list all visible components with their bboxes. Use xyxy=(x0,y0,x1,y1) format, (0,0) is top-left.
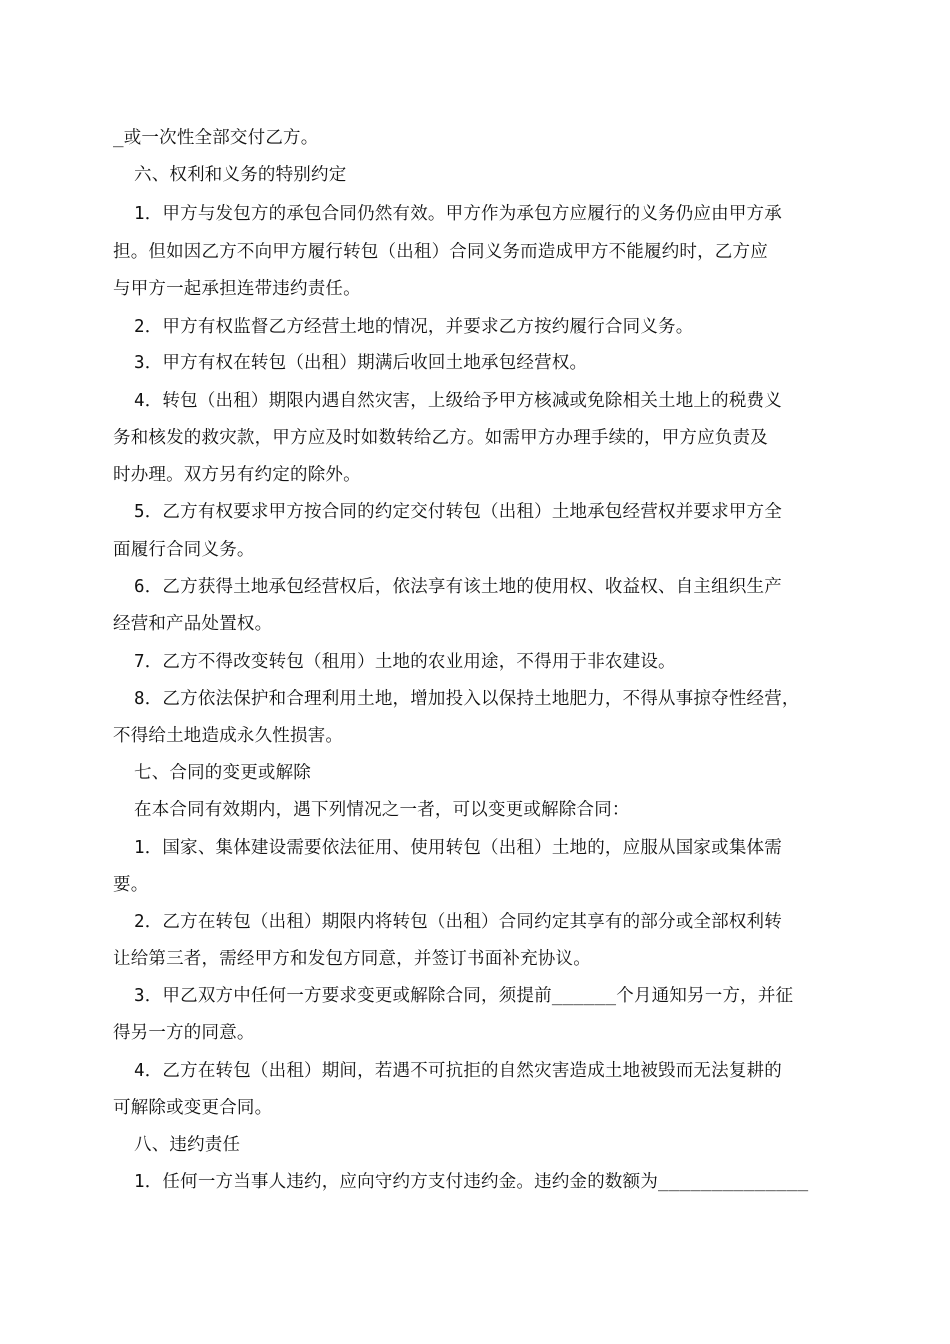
paragraph-line: 6．乙方获得土地承包经营权后，依法享有该土地的使用权、收益权、自主组织生产 xyxy=(134,577,782,597)
paragraph-line: 让给第三者，需经甲方和发包方同意，并签订书面补充协议。 xyxy=(113,949,591,969)
paragraph-line: 2．甲方有权监督乙方经营土地的情况，并要求乙方按约履行合同义务。 xyxy=(134,317,694,337)
paragraph-line: 5．乙方有权要求甲方按合同的约定交付转包（出租）土地承包经营权并要求甲方全 xyxy=(134,502,782,522)
paragraph-line: 经营和产品处置权。 xyxy=(113,614,273,634)
paragraph-line: 1．国家、集体建设需要依法征用、使用转包（出租）土地的，应服从国家或集体需 xyxy=(134,838,782,858)
section-heading: 六、权利和义务的特别约定 xyxy=(134,165,347,185)
section-heading: 七、合同的变更或解除 xyxy=(134,763,311,783)
paragraph-line: 要。 xyxy=(113,875,149,895)
paragraph-line: 4．乙方在转包（出租）期间，若遇不可抗拒的自然灾害造成土地被毁而无法复耕的 xyxy=(134,1061,782,1081)
paragraph-line: 与甲方一起承担连带违约责任。 xyxy=(113,279,361,299)
section-heading: 八、违约责任 xyxy=(134,1135,241,1155)
paragraph-line: 务和核发的救灾款，甲方应及时如数转给乙方。如需甲方办理手续的，甲方应负责及 xyxy=(113,428,768,448)
paragraph-line: 可解除或变更合同。 xyxy=(113,1098,273,1118)
paragraph-line: 3．甲乙双方中任何一方要求变更或解除合同，须提前______个月通知另一方，并征 xyxy=(134,986,794,1006)
paragraph-line: 4．转包（出租）期限内遇自然灾害，上级给予甲方核减或免除相关土地上的税费义 xyxy=(134,391,782,411)
paragraph-line: _或一次性全部交付乙方。 xyxy=(113,128,319,148)
paragraph-line: 面履行合同义务。 xyxy=(113,540,255,560)
paragraph-line: 在本合同有效期内，遇下列情况之一者，可以变更或解除合同： xyxy=(134,800,630,820)
paragraph-line: 2．乙方在转包（出租）期限内将转包（出租）合同约定其享有的部分或全部权利转 xyxy=(134,912,782,932)
paragraph-line: 1．甲方与发包方的承包合同仍然有效。甲方作为承包方应履行的义务仍应由甲方承 xyxy=(134,204,782,224)
paragraph-line: 时办理。双方另有约定的除外。 xyxy=(113,465,361,485)
paragraph-line: 8．乙方依法保护和合理利用土地，增加投入以保持土地肥力，不得从事掠夺性经营， xyxy=(134,689,800,709)
paragraph-line: 7．乙方不得改变转包（租用）土地的农业用途，不得用于非农建设。 xyxy=(134,652,676,672)
paragraph-line: 担。但如因乙方不向甲方履行转包（出租）合同义务而造成甲方不能履约时，乙方应 xyxy=(113,242,768,262)
paragraph-line: 3．甲方有权在转包（出租）期满后收回土地承包经营权。 xyxy=(134,353,588,373)
paragraph-line: 1．任何一方当事人违约，应向守约方支付违约金。违约金的数额为______________ xyxy=(134,1172,809,1192)
paragraph-line: 不得给土地造成永久性损害。 xyxy=(113,726,344,746)
paragraph-line: 得另一方的同意。 xyxy=(113,1023,255,1043)
